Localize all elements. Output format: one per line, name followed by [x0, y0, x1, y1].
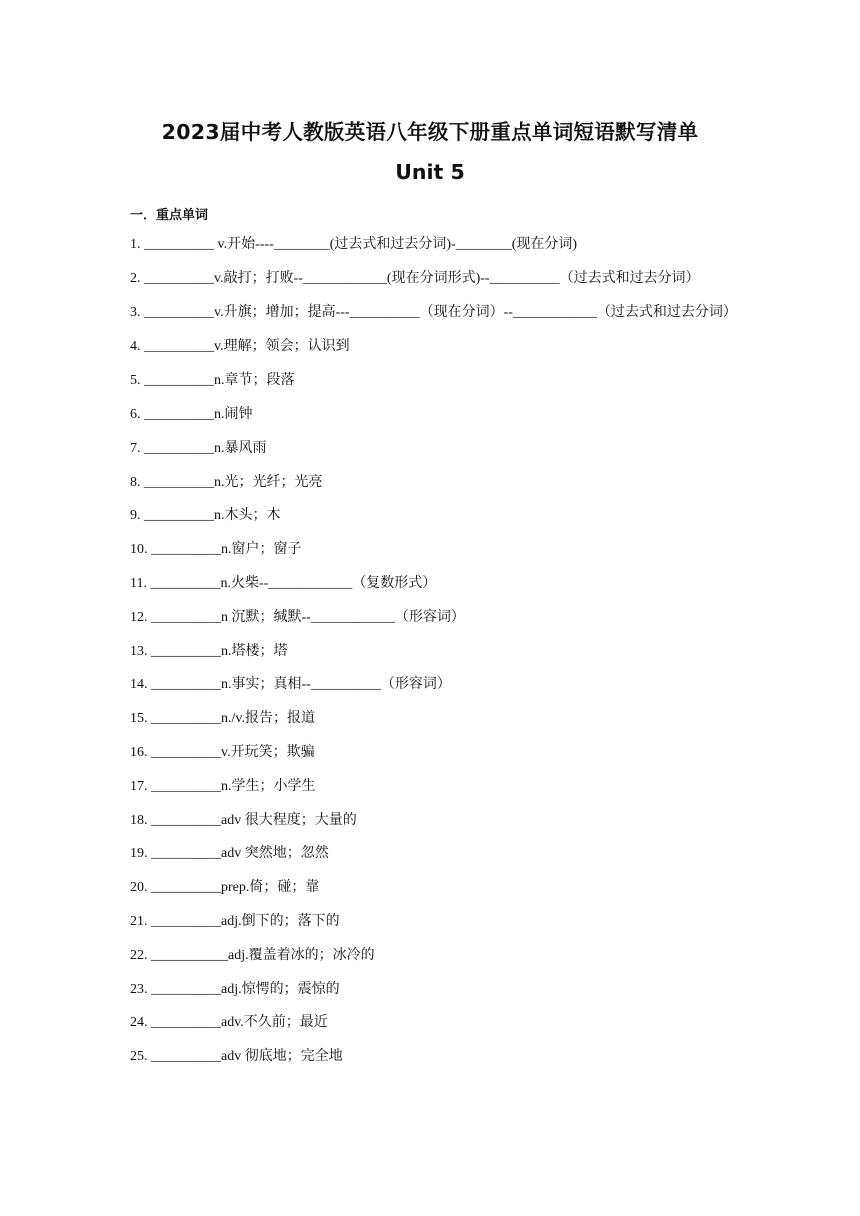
list-item: 14. __________n.事实；真相--__________（形容词）: [130, 677, 451, 693]
list-item: 1. __________ v.开始----________(过去式和过去分词)-________(现在分词): [130, 237, 578, 252]
list-item: 15. __________n./v.报告；报道: [130, 711, 315, 727]
list-item: 8. __________n.光；光纤；光亮: [130, 474, 323, 490]
list-item: 4. __________v.理解；领会；认识到: [130, 339, 350, 355]
list-item: 22. ___________adj.覆盖着冰的；冰冷的: [130, 947, 375, 963]
list-item: 2. __________v.敲打；打败--____________(现在分词形式)--__________（过去式和过去分词）: [130, 270, 700, 286]
list-item: 21. __________adj.倒下的；落下的: [130, 913, 340, 929]
list-item: 9. __________n.木头；木: [130, 508, 281, 524]
list-item: 5. __________n.章节；段落: [130, 373, 295, 389]
list-item: 17. __________n.学生；小学生: [130, 778, 316, 794]
list-item: 3. __________v.升旗；增加；提高---__________（现在分词）--____________（过去式和过去分词）: [130, 304, 737, 320]
list-item: 6. __________n.闹钟: [130, 406, 253, 422]
list-item: 10. __________n.窗户；窗子: [130, 542, 302, 558]
unit-title: Unit 5: [395, 160, 465, 184]
section-heading: 一．重点单词: [130, 208, 209, 223]
list-item: 7. __________n.暴风雨: [130, 440, 267, 456]
list-item: 12. __________n 沉默；缄默--____________（形容词）: [130, 609, 465, 625]
list-item: 23. __________adj.惊愕的；震惊的: [130, 981, 340, 997]
list-item: 19. __________adv 突然地；忽然: [130, 846, 329, 862]
list-item: 13. __________n.塔楼；塔: [130, 643, 288, 659]
list-item: 24. __________adv.不久前；最近: [130, 1015, 328, 1031]
list-item: 18. __________adv 很大程度；大量的: [130, 812, 357, 828]
word-list: [130, 236, 737, 1082]
list-item: 11. __________n.火柴--____________（复数形式）: [130, 575, 437, 591]
list-item: 16. __________v.开玩笑；欺骗: [130, 744, 315, 760]
list-item: 20. __________prep.倚；碰；靠: [130, 880, 320, 896]
list-item: 25. __________adv 彻底地；完全地: [130, 1049, 343, 1065]
document-title: 2023届中考人教版英语八年级下册重点单词短语默写清单: [161, 120, 699, 144]
